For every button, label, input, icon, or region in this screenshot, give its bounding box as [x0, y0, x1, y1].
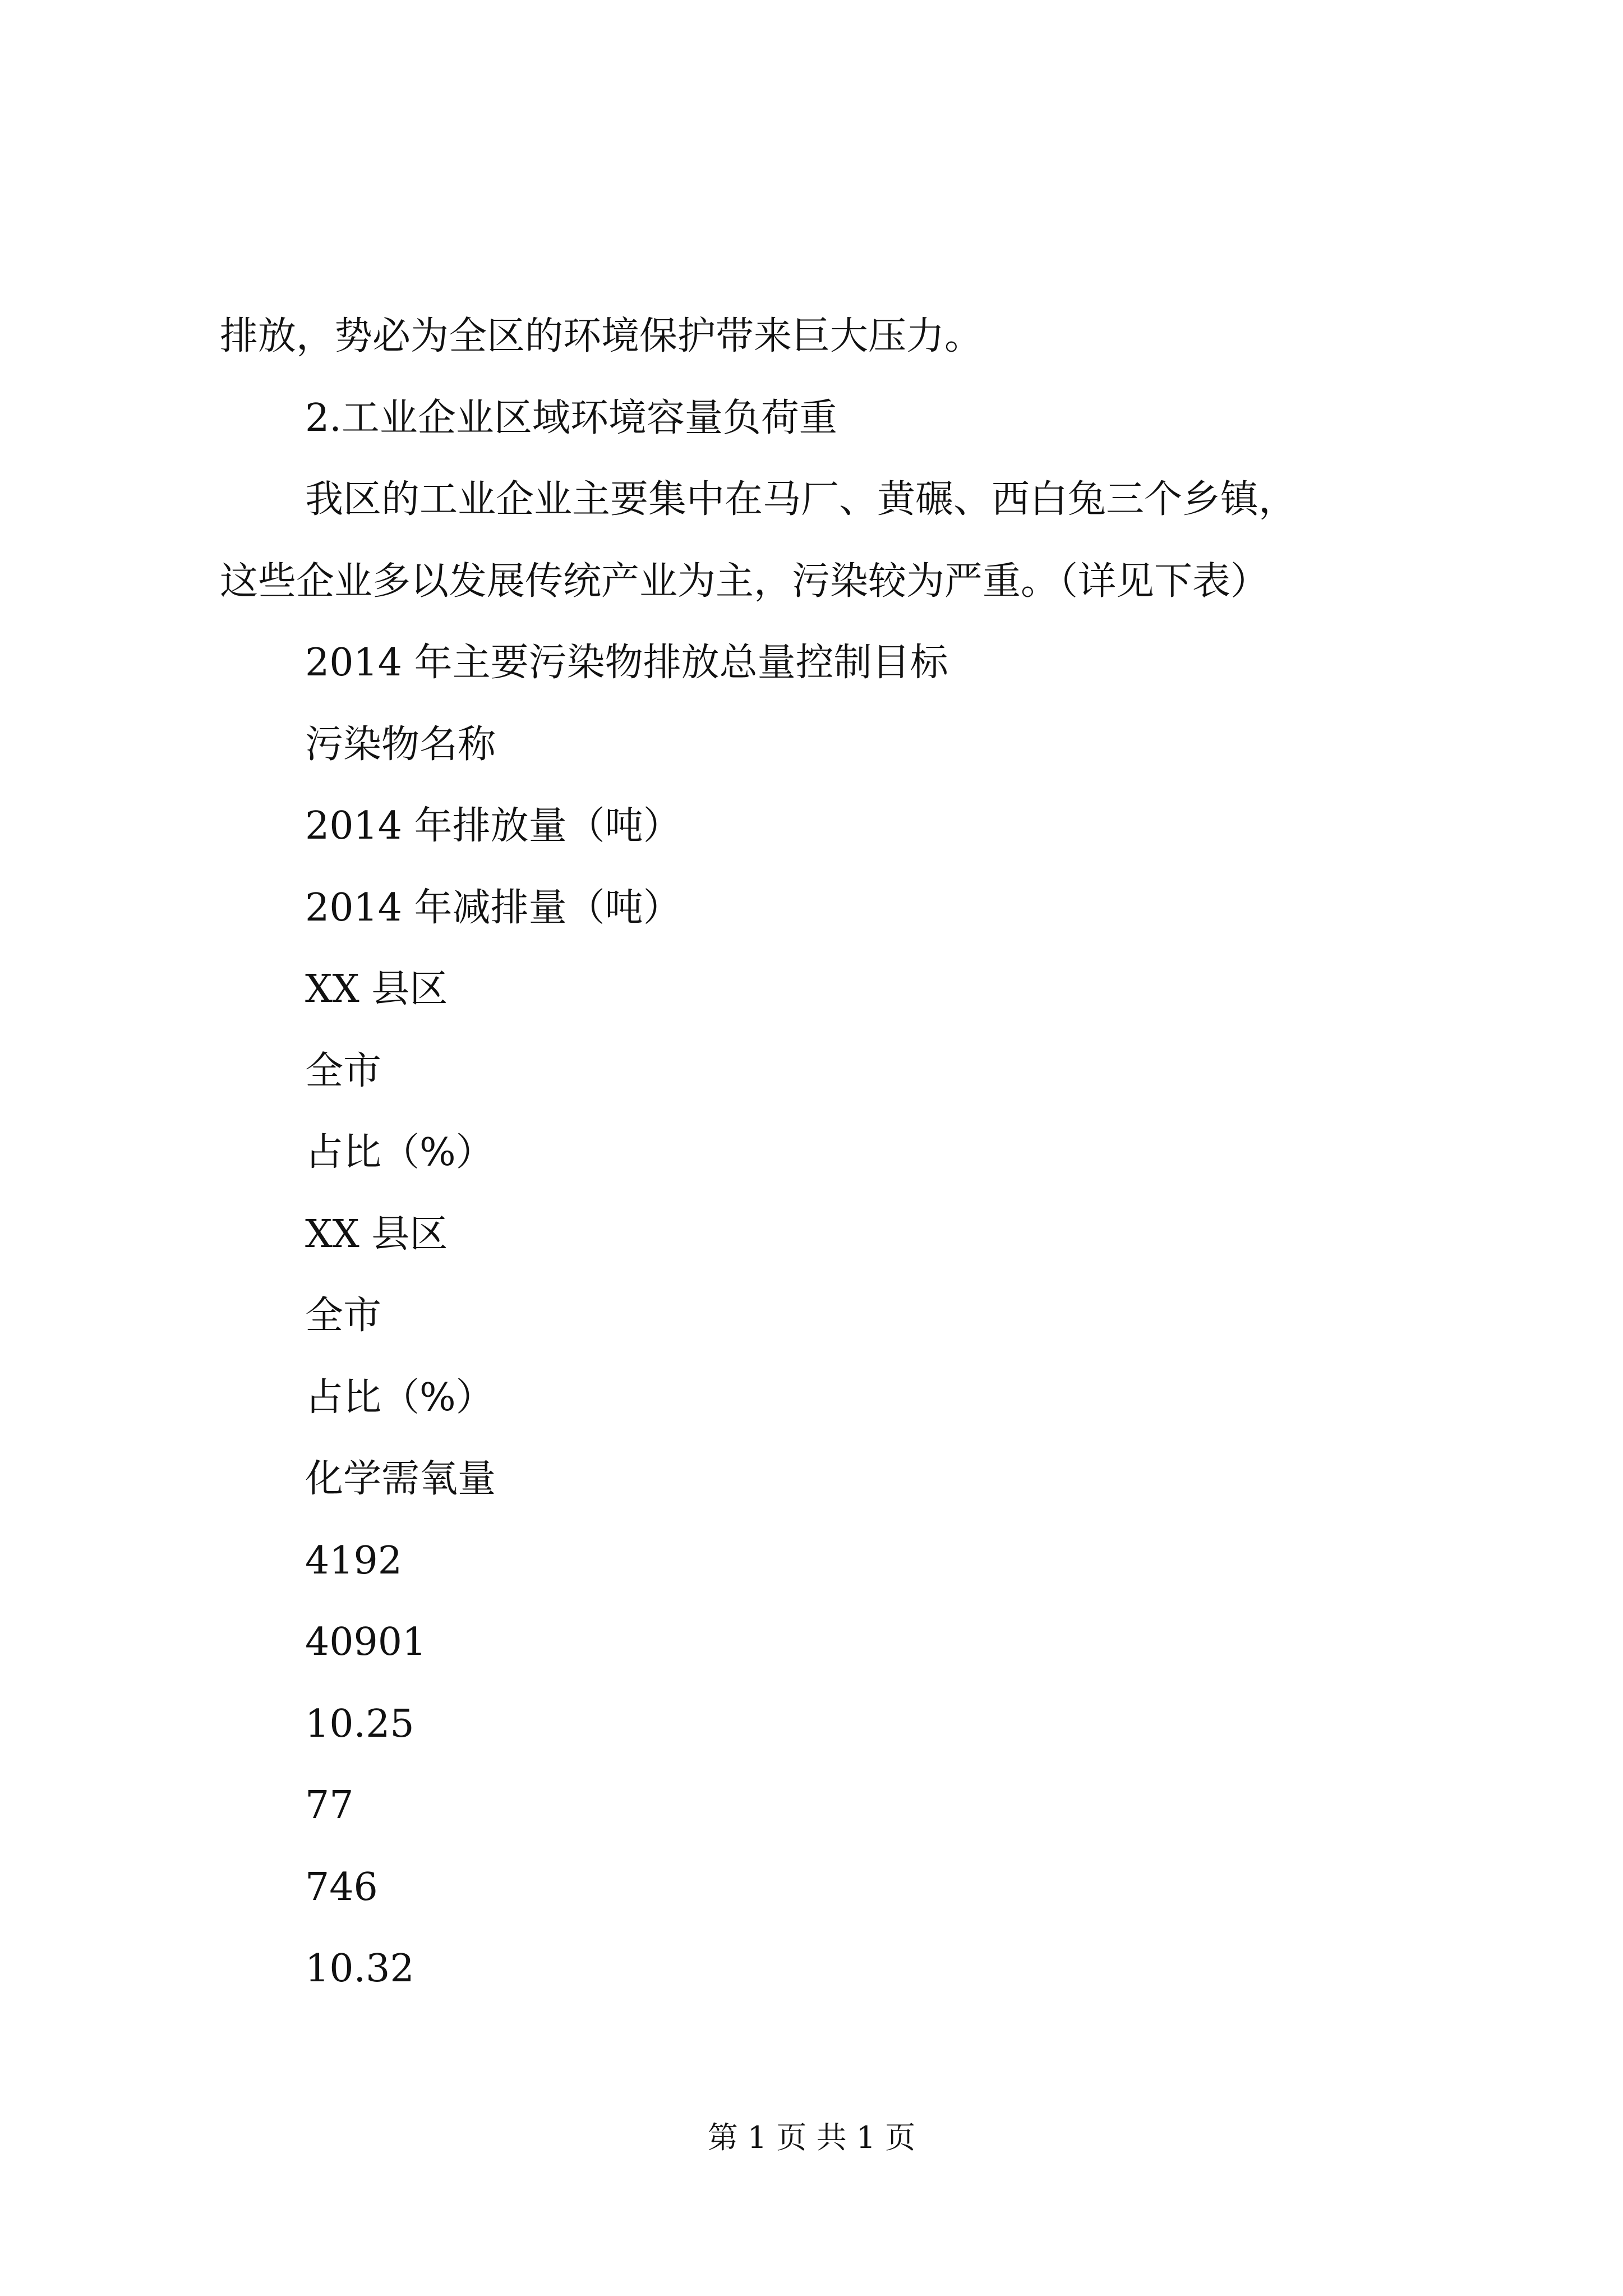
table-title: 2014 年主要污染物排放总量控制目标 — [305, 641, 948, 685]
table-cell: 746 — [305, 1865, 378, 1910]
table-cell: 占比（%） — [305, 1375, 494, 1420]
table-cell: 10.25 — [305, 1702, 414, 1746]
paragraph-line: 我区的工业企业主要集中在马厂、黄碾、西白兔三个乡镇， — [305, 477, 1297, 522]
table-cell: XX 县区 — [305, 1212, 448, 1257]
table-cell: 4192 — [305, 1539, 403, 1583]
table-cell: 40901 — [305, 1620, 427, 1664]
paragraph-line: 排放，势必为全区的环境保护带来巨大压力。 — [220, 314, 983, 358]
table-cell: XX 县区 — [305, 967, 448, 1011]
table-cell: 占比（%） — [305, 1130, 494, 1175]
table-cell: 2014 年排放量（吨） — [305, 804, 681, 848]
table-cell: 化学需氧量 — [305, 1457, 496, 1501]
table-cell: 全市 — [305, 1049, 382, 1093]
table-cell: 全市 — [305, 1294, 382, 1338]
paragraph-line: 这些企业多以发展传统产业为主，污染较为严重。（详见下表） — [220, 559, 1269, 604]
table-cell: 77 — [305, 1783, 354, 1828]
section-heading: 2.工业企业区域环境容量负荷重 — [305, 396, 837, 440]
table-cell: 10.32 — [305, 1947, 414, 1991]
table-cell: 污染物名称 — [305, 723, 496, 767]
page-number-footer: 第 1 页 共 1 页 — [707, 2120, 916, 2155]
table-cell: 2014 年减排量（吨） — [305, 886, 681, 930]
